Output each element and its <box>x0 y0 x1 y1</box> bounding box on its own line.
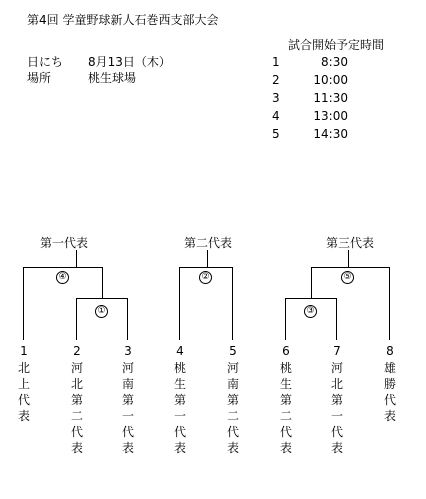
venue-value: 桃生球場 <box>88 71 137 85</box>
team-name-char: 代 <box>70 425 83 439</box>
team-name-char: 代 <box>17 393 30 407</box>
team-name <box>173 360 187 456</box>
team-name-char: 南 <box>121 377 134 391</box>
team-number: 1 <box>20 344 28 358</box>
team-name-char: 一 <box>121 409 134 423</box>
team-name-char: 代 <box>121 425 134 439</box>
team-name-char: 表 <box>383 409 396 423</box>
team-name-char: 表 <box>279 441 292 455</box>
date-value: 8月13日（木） <box>88 55 171 69</box>
schedule-game-number: 1 <box>272 55 280 69</box>
team-name-char: 表 <box>121 441 134 455</box>
team-name-char: 代 <box>226 425 239 439</box>
team-name-char: 河 <box>70 361 83 375</box>
team-number: 8 <box>386 344 394 358</box>
team-name <box>330 360 344 456</box>
team-name-char: 第 <box>279 393 292 407</box>
team-name-char: 二 <box>226 409 239 423</box>
game-number-badge: ⑤ <box>341 271 354 284</box>
team-name-char: 北 <box>17 361 30 375</box>
team-name-char: 第 <box>330 393 343 407</box>
team-name-char: 表 <box>330 441 343 455</box>
date-label: 日にち <box>27 55 64 69</box>
team-name-char: 第 <box>70 393 83 407</box>
team-name-char: 河 <box>330 361 343 375</box>
team-name <box>383 360 397 424</box>
tournament-title: 第4回 学童野球新人石巻西支部大会 <box>27 13 219 27</box>
schedule-game-number: 5 <box>272 127 280 141</box>
team-name-char: 二 <box>70 409 83 423</box>
team-name-char: 代 <box>330 425 343 439</box>
team-name-char: 生 <box>173 377 186 391</box>
team-name-char: 生 <box>279 377 292 391</box>
team-name <box>70 360 84 456</box>
team-name-char: 南 <box>226 377 239 391</box>
team-name-char: 一 <box>330 409 343 423</box>
team-name <box>226 360 240 456</box>
team-number: 7 <box>333 344 341 358</box>
team-name-char: 第 <box>226 393 239 407</box>
game-number-badge: ② <box>199 271 212 284</box>
team-name-char: 第 <box>121 393 134 407</box>
schedule-time: 11:30 <box>313 91 348 105</box>
schedule-time: 10:00 <box>313 73 348 87</box>
team-name-char: 一 <box>173 409 186 423</box>
seed-label-second: 第二代表 <box>184 236 233 250</box>
schedule-time: 8:30 <box>321 55 348 69</box>
team-number: 2 <box>73 344 81 358</box>
game-number-badge: ④ <box>56 271 69 284</box>
schedule-game-number: 4 <box>272 109 280 123</box>
team-number: 6 <box>282 344 290 358</box>
team-name-char: 北 <box>330 377 343 391</box>
schedule-game-number: 2 <box>272 73 280 87</box>
team-name-char: 河 <box>226 361 239 375</box>
game-number-badge: ③ <box>304 305 317 318</box>
team-name-char: 表 <box>226 441 239 455</box>
team-number: 4 <box>176 344 184 358</box>
team-name-char: 表 <box>17 409 30 423</box>
team-name-char: 第 <box>173 393 186 407</box>
team-name-char: 上 <box>17 377 30 391</box>
schedule-time: 13:00 <box>313 109 348 123</box>
team-name-char: 二 <box>279 409 292 423</box>
game-number-badge: ① <box>95 305 108 318</box>
team-name <box>279 360 293 456</box>
team-name-char: 桃 <box>279 361 292 375</box>
schedule-heading: 試合開始予定時間 <box>288 38 385 52</box>
team-name-char: 雄 <box>383 361 396 375</box>
team-number: 3 <box>124 344 132 358</box>
team-number: 5 <box>229 344 237 358</box>
team-name-char: 河 <box>121 361 134 375</box>
team-name-char: 北 <box>70 377 83 391</box>
schedule-game-number: 3 <box>272 91 280 105</box>
team-name <box>121 360 135 456</box>
seed-label-third: 第三代表 <box>326 236 375 250</box>
seed-label-first: 第一代表 <box>40 236 89 250</box>
team-name-char: 代 <box>279 425 292 439</box>
team-name-char: 表 <box>173 441 186 455</box>
team-name-char: 表 <box>70 441 83 455</box>
team-name-char: 代 <box>383 393 396 407</box>
venue-label: 場所 <box>27 71 52 85</box>
team-name-char: 代 <box>173 425 186 439</box>
schedule-time: 14:30 <box>313 127 348 141</box>
team-name-char: 桃 <box>173 361 186 375</box>
team-name-char: 勝 <box>383 377 396 391</box>
team-name <box>17 360 31 424</box>
